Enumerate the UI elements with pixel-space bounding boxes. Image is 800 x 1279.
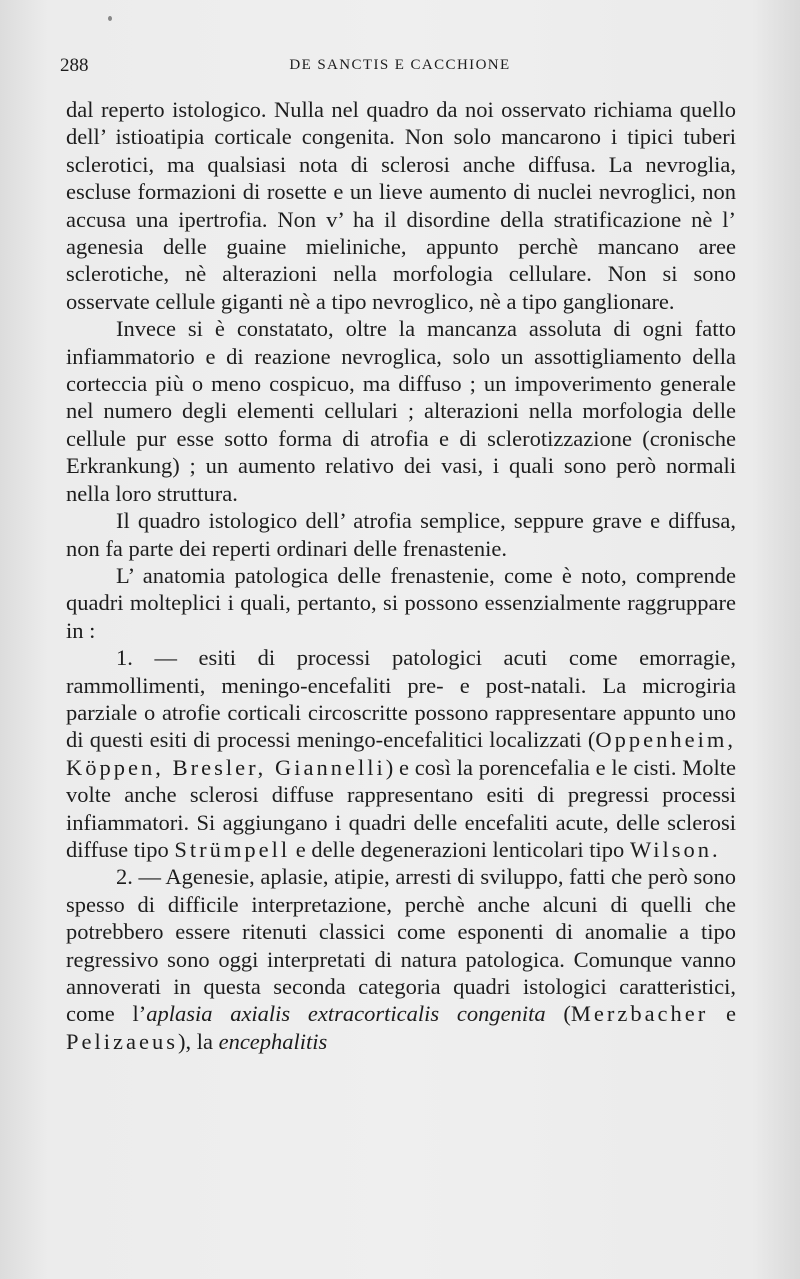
latin-term-aplasia: aplasia axialis extracorticalis congenita bbox=[146, 1001, 546, 1027]
cited-authors: Oppenheim, Köppen, Bresler, Giannelli bbox=[66, 727, 736, 780]
list-item-1-text-c: e delle degenerazioni lenticolari tipo bbox=[290, 836, 630, 862]
list-item-1-text-b: ) e così la porencefalia e le cisti. Molte volte anche sclerosi diffuse rappresentano esiti di pregressi processi infiammatori. Si aggiungano i quadri delle encefaliti acute, delle sclerosi diffuse tipo bbox=[66, 754, 736, 862]
author-name-wilson: Wilson bbox=[629, 836, 713, 862]
list-item-2-text-c: e bbox=[708, 1001, 736, 1027]
page-number: 288 bbox=[60, 55, 89, 76]
running-head: DE SANCTIS E CACCHIONE bbox=[289, 57, 511, 73]
paper-speck bbox=[108, 16, 112, 21]
list-item-1 bbox=[66, 644, 736, 863]
list-item-1-text-a: 1. — esiti di processi patologici acuti come emorragie, rammollimenti, meningo-encefaliti pre- e post-natali. La microgiria parziale o atrofie corticali circoscritte possono rappresentare appunto uno di questi esiti di processi meningo-encefalitici localizzati ( bbox=[66, 645, 736, 753]
list-item-2-text-b: ( bbox=[545, 1001, 571, 1027]
paragraph-4: L’ anatomia patologica delle frenastenie, come è noto, comprende quadri molteplici i quali, pertanto, si possono essenzialmente raggruppare in : bbox=[66, 562, 736, 643]
paragraph-2: Invece si è constatato, oltre la mancanza assoluta di ogni fatto infiammatorio e di reazione nevroglica, solo un assottigliamento della corteccia più o meno cospicuo, ma diffuso ; un impoverimento generale nel numero degli elementi cellulari ; alterazioni nella morfologia delle cellule pur esse sotto forma di atrofia e di sclerotizzazione (cronische Erkrankung) ; un aumento relativo dei vasi, i quali sono però normali nella loro struttura. bbox=[66, 316, 736, 506]
page-header bbox=[60, 55, 740, 81]
author-name-merzbacher: Merzbacher bbox=[570, 1001, 709, 1027]
author-name-strumpell: Strümpell bbox=[174, 836, 291, 862]
paragraph-1: dal reperto istologico. Nulla nel quadro da noi osservato richiama quello dell’ istioatipia corticale congenita. Non solo mancarono i tipici tuberi sclerotici, ma qualsiasi nota di sclerosi anche diffusa. La nevroglia, escluse formazioni di rosette e un lieve aumento di nuclei nevroglici, non accusa una ipertrofia. Non v’ ha il disordine della stratificazione nè l’ agenesia delle guaine mieliniche, appunto perchè mancano aree sclerotiche, nè alterazioni nella morfologia cellulare. Non si sono osservate cellule giganti nè a tipo nevroglico, nè a tipo ganglionare. bbox=[66, 97, 736, 314]
list-item-2-text-d: ), la bbox=[177, 1028, 219, 1054]
author-name-pelizaeus: Pelizaeus bbox=[66, 1028, 178, 1054]
list-item-2-text-a: 2. — Agenesie, aplasie, atipie, arresti di sviluppo, fatti che però sono spesso di difficile interpretazione, perchè anche alcuni di quelli che potrebbero essere ritenuti classici come esponenti di anomalie a tipo regressivo sono oggi interpretati di natura patologica. Comunque vanno annoverati in questa seconda categoria quadri istologici caratteristici, come l’ bbox=[66, 864, 736, 1027]
list-item-1-text-d: . bbox=[712, 836, 718, 862]
latin-term-encephalitis: encephalitis bbox=[218, 1028, 328, 1054]
paragraph-3: Il quadro istologico dell’ atrofia semplice, seppure grave e diffusa, non fa parte dei reperti ordinari delle frenastenie. bbox=[66, 508, 736, 561]
body-text bbox=[66, 96, 736, 1055]
list-item-2 bbox=[66, 863, 736, 1055]
